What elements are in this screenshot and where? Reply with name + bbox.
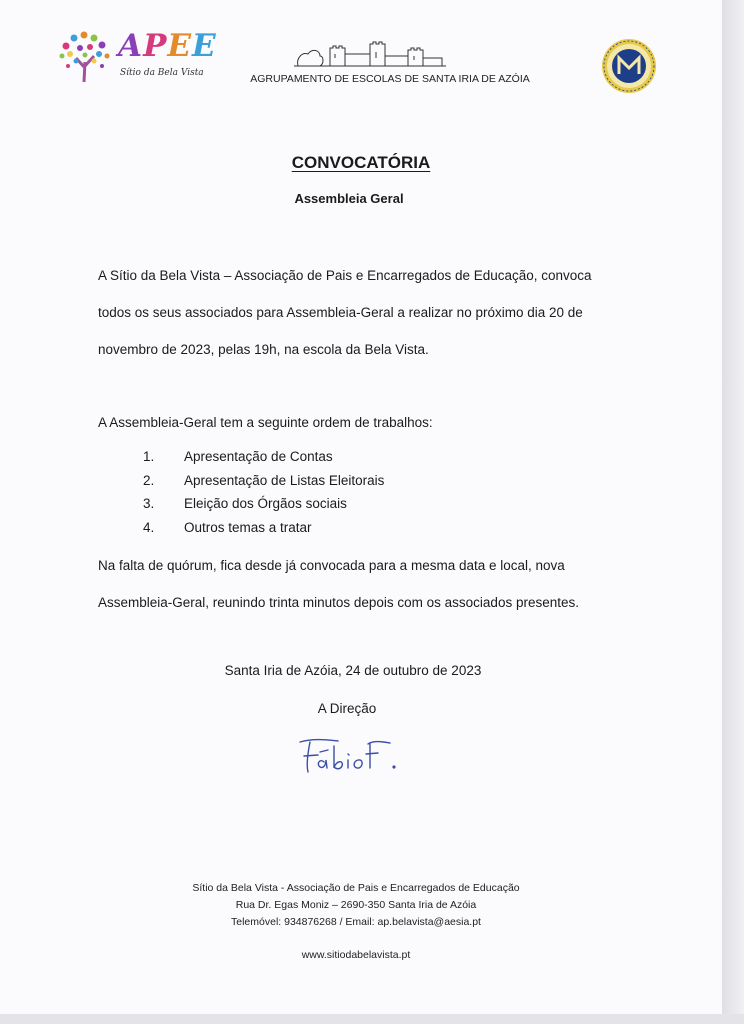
footer-contacts: Telemóvel: 934876268 / Email: ap.belavista@aesia.pt bbox=[231, 916, 481, 928]
footer bbox=[0, 880, 712, 964]
quorum-paragraph: Na falta de quórum, fica desde já convocada para a mesma data e local, nova Assembleia-Geral, reunindo trinta minutos depois com os associados presentes. bbox=[98, 558, 579, 610]
agenda-item-number: 3. bbox=[143, 496, 155, 511]
agenda-list bbox=[143, 445, 543, 539]
agenda-item bbox=[143, 492, 543, 516]
agenda-item-text: Apresentação de Listas Eleitorais bbox=[184, 472, 385, 488]
apee-logo bbox=[50, 28, 220, 84]
footer-association: Sítio da Bela Vista - Associação de Pais e Encarregados de Educação bbox=[192, 882, 520, 894]
school-seal-icon bbox=[601, 38, 657, 94]
apee-logo-subtitle: Sítio da Bela Vista bbox=[120, 68, 204, 78]
agenda-item bbox=[143, 445, 543, 469]
footer-website: www.sitiodabelavista.pt bbox=[301, 949, 411, 961]
document-subtitle: Assembleia Geral bbox=[294, 191, 404, 206]
signatory-label: A Direção bbox=[317, 701, 377, 716]
agenda-item bbox=[143, 516, 543, 540]
apee-wordmark: APEE bbox=[118, 28, 217, 64]
tree-logo-icon bbox=[50, 28, 120, 84]
school-name: AGRUPAMENTO DE ESCOLAS DE SANTA IRIA DE AZÓIA bbox=[250, 73, 530, 85]
agenda-item-text: Outros temas a tratar bbox=[184, 519, 312, 535]
scan-edge-right bbox=[722, 0, 744, 1024]
place-and-date: Santa Iria de Azóia, 24 de outubro de 2023 bbox=[224, 663, 482, 678]
agenda-item-text: Apresentação de Contas bbox=[184, 449, 333, 464]
scan-edge-bottom bbox=[0, 1014, 744, 1024]
convocation-paragraph: A Sítio da Bela Vista – Associação de Pais e Encarregados de Educação, convoca todos os seus associados para Assembleia-Geral a realizar no próximo dia 20 de novembro de 2023, pelas 19h, na escola da Bela Vista. bbox=[98, 268, 592, 357]
handwritten-signature bbox=[294, 732, 404, 780]
agenda-item-text: Eleição dos Órgãos sociais bbox=[184, 496, 347, 511]
agenda-intro: A Assembleia-Geral tem a seguinte ordem de trabalhos: bbox=[98, 415, 433, 430]
castle-logo-icon bbox=[290, 36, 450, 70]
agenda-item-number: 4. bbox=[143, 519, 155, 535]
document-title: CONVOCATÓRIA bbox=[291, 153, 431, 172]
agenda-item bbox=[143, 469, 543, 493]
footer-address: Rua Dr. Egas Moniz – 2690-350 Santa Iria de Azóia bbox=[235, 899, 477, 911]
agenda-item-number: 2. bbox=[143, 472, 155, 488]
agenda-item-number: 1. bbox=[143, 449, 155, 464]
